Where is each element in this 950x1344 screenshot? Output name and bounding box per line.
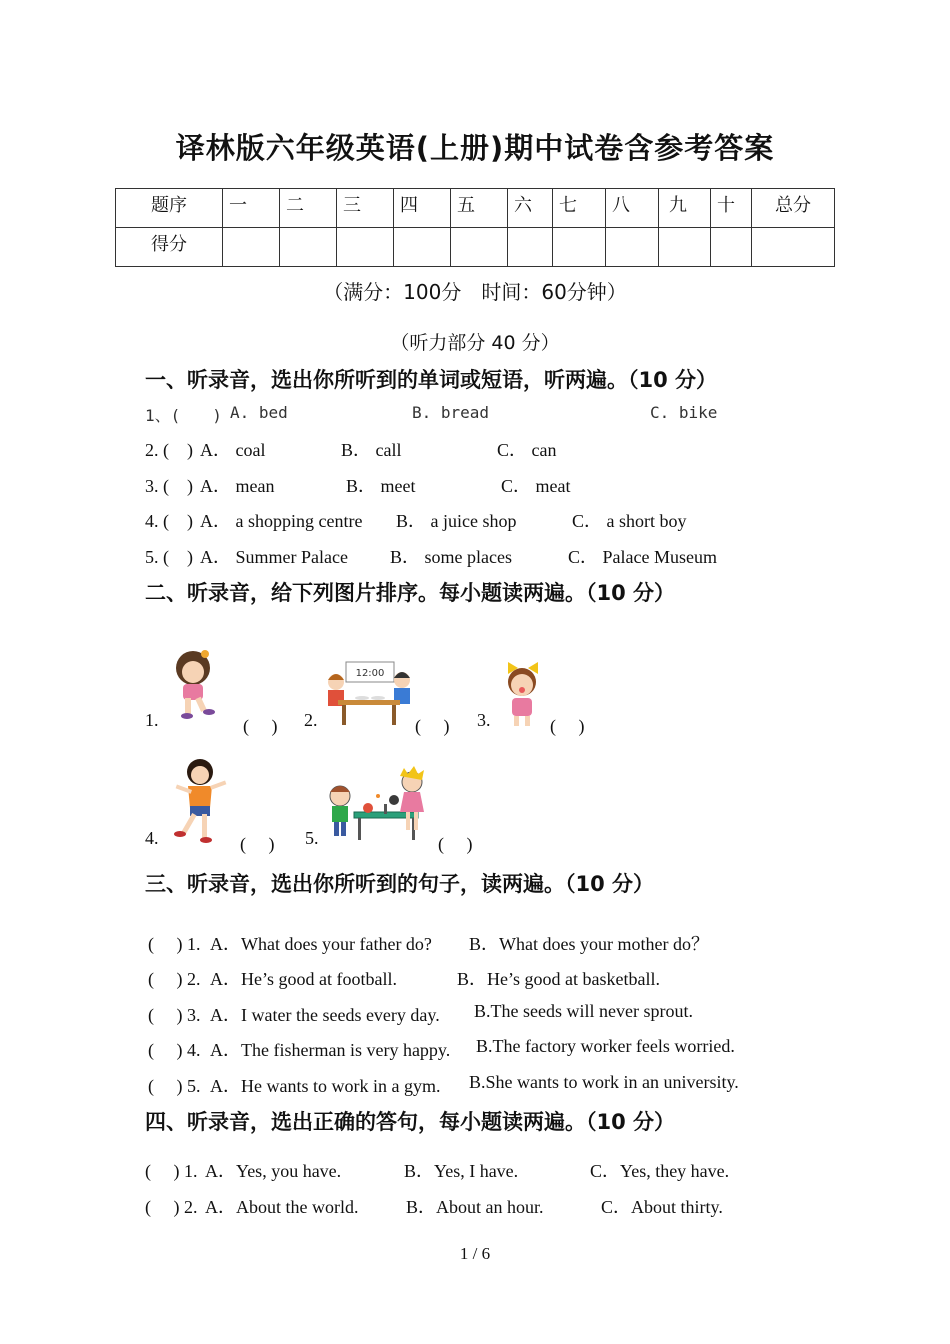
picture-number: 4. [145,828,159,848]
option-b: B．About an hour. [406,1197,544,1217]
section-1-heading: 一、听录音，选出你所听到的单词或短语，听两遍。（10 分） [145,368,718,392]
option-c: C． Palace Museum [568,547,717,567]
score-cell[interactable] [280,228,337,267]
option-c: C． meat [501,476,571,496]
option-b: B. bread [412,403,490,422]
option-a: A． Summer Palace [200,547,348,567]
option-c: C．Yes, they have. [590,1161,730,1181]
option-c: C．About thirty. [601,1197,723,1217]
option-b: B．What does your mother do？ [469,934,709,954]
section-4-heading: 四、听录音，选出正确的答句，每小题读两遍。（10 分） [145,1110,676,1134]
score-table-header-row [116,189,835,228]
question-number: ( ) 1. [148,934,201,954]
score-table [115,188,835,267]
question-number: ( ) 2. [145,1197,198,1217]
question-number: ( ) 5. [148,1076,201,1096]
option-a: A. bed [230,403,288,422]
score-cell[interactable] [223,228,280,267]
option-a: A． mean [200,476,275,496]
score-cell[interactable] [337,228,394,267]
option-a: A． coal [200,440,266,460]
option-a: A．He’s good at football. [210,969,397,989]
option-a: A．About the world. [205,1197,359,1217]
score-cell[interactable] [752,228,835,267]
score-cell[interactable] [553,228,606,267]
table-cell: 七 [553,189,606,228]
question-number: ( ) 4. [148,1040,201,1060]
table-cell: 题序 [116,189,223,228]
question-number: ( ) 1. [145,1161,198,1181]
question-number: ( ) 2. [148,969,201,989]
table-cell: 九 [659,189,711,228]
section-3-heading: 三、听录音，选出你所听到的句子，读两遍。（10 分） [145,872,655,896]
option-b: B． a juice shop [396,511,517,531]
question-number: 4. ( ) [145,511,193,531]
score-cell[interactable] [508,228,553,267]
option-b: B．Yes, I have. [404,1161,519,1181]
table-cell: 五 [451,189,508,228]
score-cell[interactable] [394,228,451,267]
girl-walking-icon [165,648,221,724]
option-c: C． a short boy [572,511,687,531]
picture-number: 3. [477,710,491,730]
option-b: B.She wants to work in an university. [469,1072,739,1092]
question-number: 5. ( ) [145,547,193,567]
girl-running-icon [166,756,232,846]
answer-blank[interactable]: ( ) [240,834,275,854]
score-cell[interactable] [451,228,508,267]
question-number: ( ) 3. [148,1005,201,1025]
picture-number: 2. [304,710,318,730]
option-b: B． some places [390,547,512,567]
option-a: A．What does your father do? [210,934,432,954]
table-cell: 一 [223,189,280,228]
option-b: B.The factory worker feels worried. [476,1036,735,1056]
exam-info: （满分：100分 时间：60分钟） [323,280,627,304]
score-table-score-row [116,228,835,267]
option-b: B． meet [346,476,416,496]
option-b: B.The seeds will never sprout. [474,1001,693,1021]
option-c: C. bike [650,403,718,422]
question-number: 2. ( ) [145,440,193,460]
table-cell: 四 [394,189,451,228]
option-a: A．The fisherman is very happy. [210,1040,451,1060]
section-2-heading: 二、听录音，给下列图片排序。每小题读两遍。（10 分） [145,581,676,605]
table-cell: 十 [711,189,752,228]
picture-number: 1. [145,710,159,730]
page-number: 1 / 6 [459,1244,491,1263]
table-cell: 二 [280,189,337,228]
score-cell[interactable] [659,228,711,267]
option-c: C． can [497,440,557,460]
option-a: A．He wants to work in a gym. [210,1076,441,1096]
option-b: B． call [341,440,402,460]
answer-blank[interactable]: ( ) [243,716,278,736]
clock-label: 12:00 [355,668,385,679]
option-a: A． a shopping centre [200,511,363,531]
answer-blank[interactable]: ( ) [415,716,450,736]
picture-number: 5. [305,828,319,848]
table-cell: 三 [337,189,394,228]
kids-at-table-icon [322,660,414,728]
page-title: 译林版六年级英语(上册)期中试卷含参考答案 [175,131,775,165]
option-a: A．I water the seeds every day. [210,1005,440,1025]
table-cell: 八 [606,189,659,228]
table-cell: 得分 [116,228,223,267]
answer-blank[interactable]: ( ) [550,716,585,736]
score-cell[interactable] [606,228,659,267]
table-cell: 六 [508,189,553,228]
option-b: B．He’s good at basketball. [457,969,660,989]
question-number: 1、( ) [145,406,222,425]
girl-eating-icon [498,656,546,728]
question-number: 3. ( ) [145,476,193,496]
table-cell: 总分 [752,189,835,228]
option-a: A．Yes, you have. [205,1161,342,1181]
ping-pong-icon [324,766,432,846]
answer-blank[interactable]: ( ) [438,834,473,854]
score-cell[interactable] [711,228,752,267]
listening-part-label: （听力部分 40 分） [390,332,560,354]
